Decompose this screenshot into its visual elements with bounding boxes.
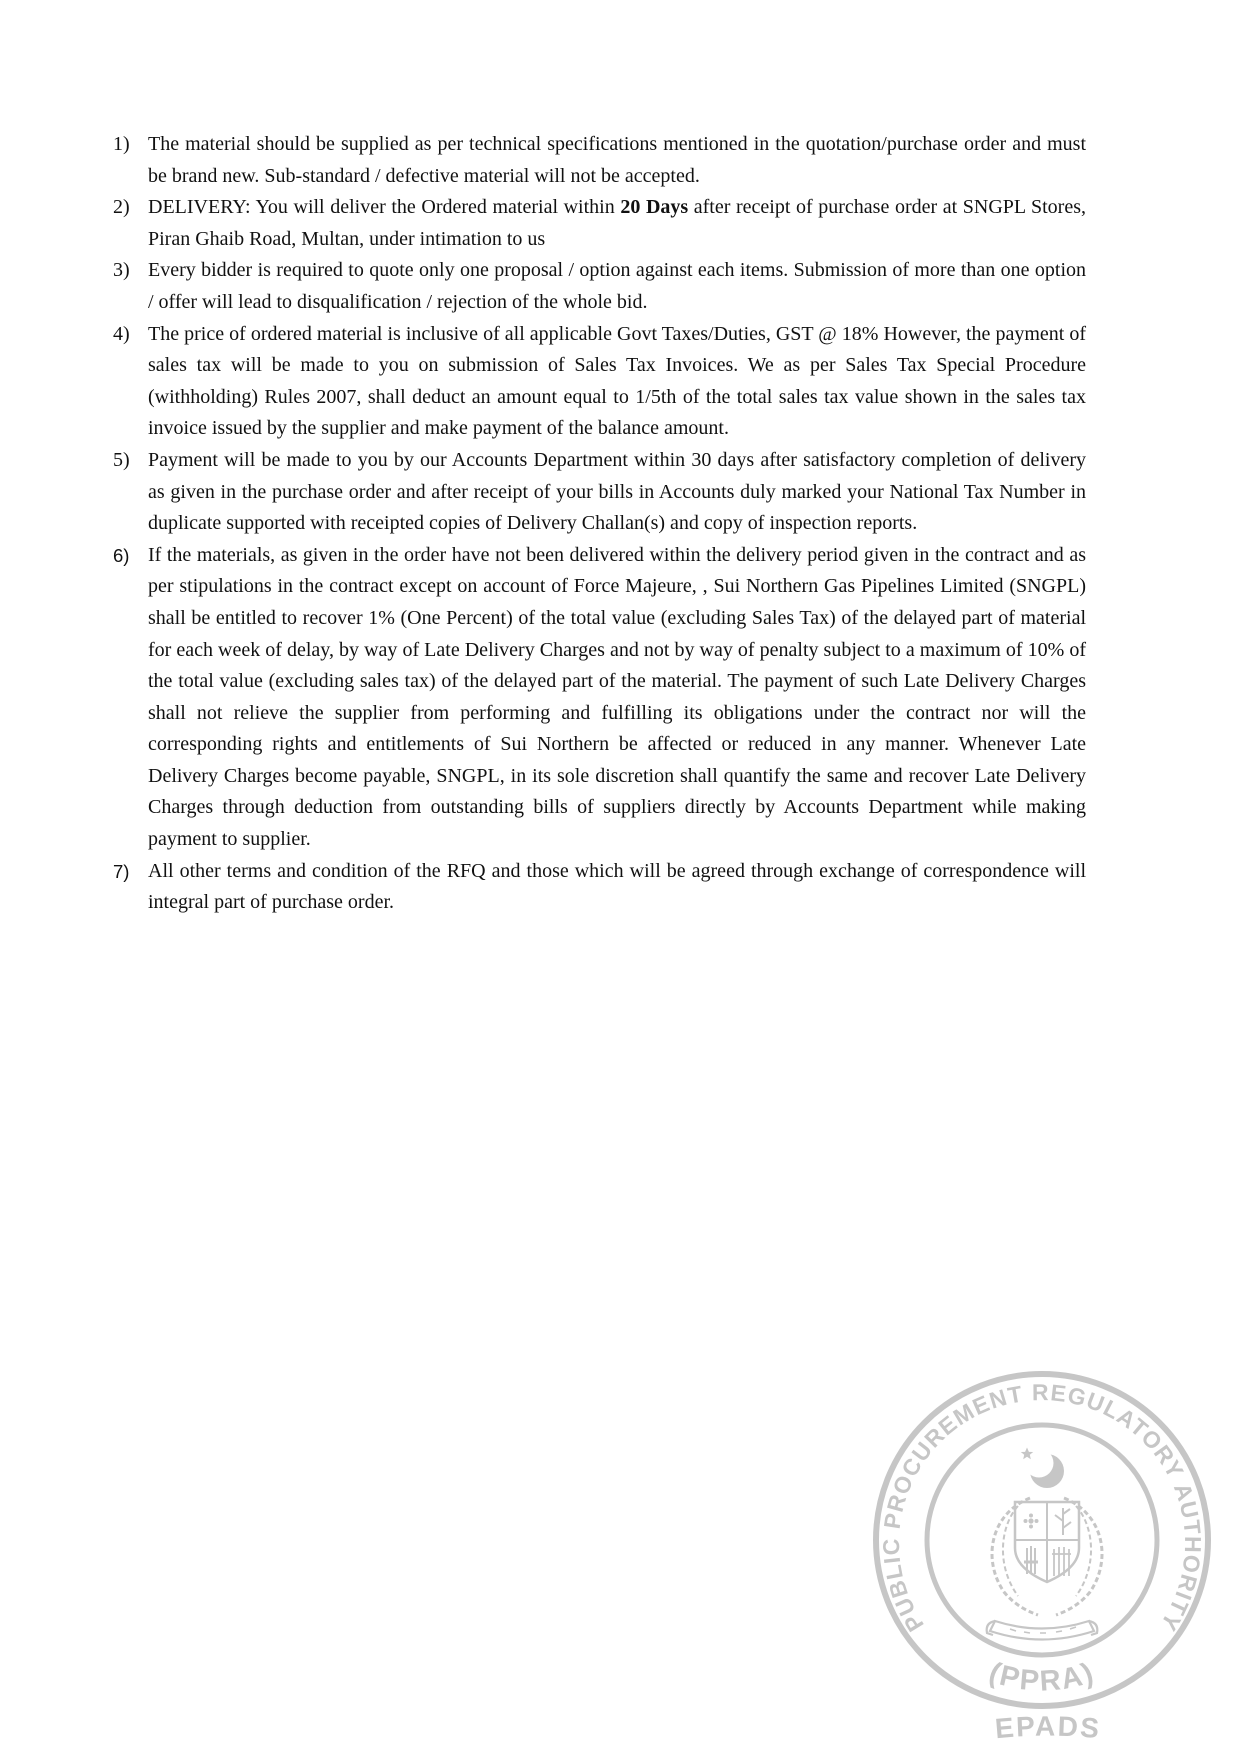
term-text: If the materials, as given in the order have not been delivered within the delivery period given in the contract and as per stipulations in the contract except on account of Force Majeure, , Sui Northern Gas Pipelines Limited (SNGPL) shall be entitled to recover 1% (One Percent) of the total value (excluding Sales Tax) of the delayed part of material for each week of delay, by way of Late Delivery Charges and not by way of penalty subject to a maximum of 10% of the total value (excluding sales tax) of the delayed part of the material. The payment of such Late Delivery Charges shall not relieve the supplier from performing and fulfilling its obligations under the contract nor will the corresponding rights and entitlements of Sui Northern be affected or reduced in any manner. Whenever Late Delivery Charges become payable, SNGPL, in its sole discretion shall quantify the same and recover Late Delivery Charges through deduction from outstanding bills of suppliers directly by Accounts Department while making payment to supplier. — [148, 543, 1086, 851]
crescent-star-icon — [1021, 1448, 1064, 1489]
terms-item — [113, 856, 1086, 919]
emblem-banner-icon — [987, 1621, 1098, 1640]
term-text: Every bidder is required to quote only one proposal / option against each items. Submission of more than one option / offer will lead to disqualification / rejection of the whole bid. — [148, 259, 1086, 313]
term-number: 4) — [113, 322, 130, 345]
terms-item — [113, 445, 1086, 540]
epads-watermark-text: EPADS — [993, 1710, 1103, 1745]
term-number: 5) — [113, 448, 130, 471]
ppra-seal-watermark — [832, 1330, 1241, 1750]
terms-item — [113, 255, 1086, 318]
emblem-shield-icon — [1015, 1502, 1079, 1582]
term-number: 2) — [113, 196, 130, 219]
term-text: All other terms and condition of the RFQ and those which will be agreed through exchange of correspondence will integral part of purchase order. — [148, 859, 1086, 914]
terms-item — [113, 540, 1086, 856]
seal-ppra-text: (PPRA) — [984, 1656, 1100, 1698]
term-text: Payment will be made to you by our Accounts Department within 30 days after satisfactory completion of delivery as given in the purchase order and after receipt of your bills in Accounts duly marked your National Tax Number in duplicate supported with receipted copies of Delivery Challan(s) and copy of inspection reports. — [148, 448, 1086, 535]
term-text: DELIVERY: You will deliver the Ordered material within 20 Days after receipt of purchase order at SNGPL Stores, Piran Ghaib Road, Multan, under intimation to us — [148, 196, 1086, 250]
term-number: 1) — [113, 133, 130, 155]
seal-ring-text: PUBLIC PROCUREMENT REGULATORY AUTHORITY — [877, 1379, 1207, 1637]
terms-list — [113, 129, 1086, 919]
term-number: 3) — [113, 259, 130, 282]
terms-item — [113, 129, 1086, 192]
term-number: 6) — [113, 544, 130, 566]
term-number: 7) — [113, 860, 130, 882]
term-text: The price of ordered material is inclusive of all applicable Govt Taxes/Duties, GST @ 18% However, the payment of sales tax will be made to you on submission of Sales Tax Invoices. We as per Sales Tax Special Procedure (withholding) Rules 2007, shall deduct an amount equal to 1/5th of the total sales tax value shown in the sales tax invoice issued by the supplier and make payment of the balance amount. — [148, 322, 1086, 440]
terms-item — [113, 319, 1086, 445]
terms-item — [113, 192, 1086, 255]
term-text: The material should be supplied as per technical specifications mentioned in the quotation/purchase order and must be brand new. Sub-standard / defective material will not be accepted. — [148, 133, 1086, 187]
